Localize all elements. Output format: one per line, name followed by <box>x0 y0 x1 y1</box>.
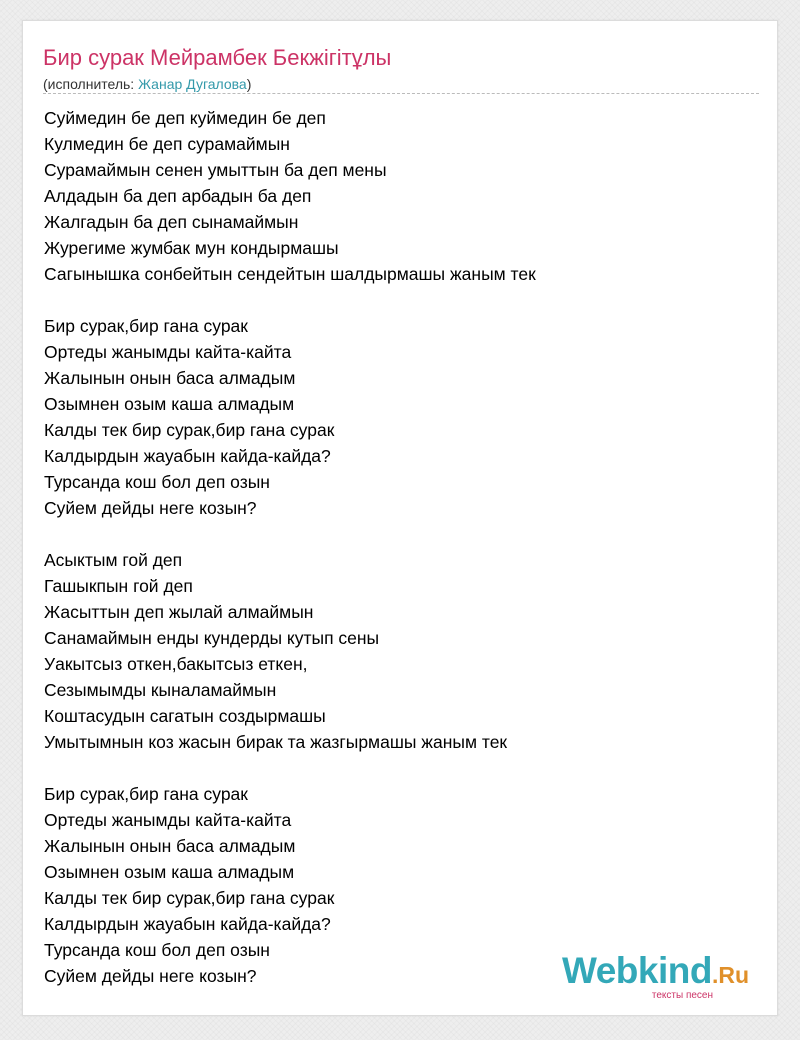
lyric-line: Умытымнын коз жасын бирак та жазгырмашы жаным тек <box>44 732 508 752</box>
lyric-line: Суйем дейды неге козын? <box>44 966 257 986</box>
lyric-line: Озымнен озым каша алмадым <box>44 862 295 882</box>
lyric-line: Сагынышка сонбейтын сендейтын шалдырмашы жаным тек <box>44 264 536 284</box>
logo-wordmark <box>562 952 749 994</box>
lyric-line: Жалынын онын баса алмадым <box>44 368 296 388</box>
lyric-line: Суймедин бе деп куймедин бе деп <box>44 108 326 128</box>
byline-prefix: (исполнитель: <box>43 76 139 92</box>
lyric-line: Гашыкпын гой деп <box>44 576 193 596</box>
lyric-line: Калдырдын жауабын кайда-кайда? <box>44 446 331 466</box>
lyric-line: Сезымымды кыналамаймын <box>44 680 277 700</box>
lyrics-stanza <box>44 105 760 287</box>
lyrics-card <box>22 20 778 1016</box>
lyric-line: Ортеды жанымды кайта-кайта <box>44 342 292 362</box>
lyric-line: Бир сурак,бир гана сурак <box>44 316 248 336</box>
lyric-line: Сурамаймын сенен умыттын ба деп мены <box>44 160 387 180</box>
lyric-line: Турсанда кош бол деп озын <box>44 472 270 492</box>
lyric-line: Турсанда кош бол деп озын <box>44 940 270 960</box>
lyric-line: Коштасудын сагатын создырмашы <box>44 706 326 726</box>
logo-name: Webkind <box>561 950 712 991</box>
lyrics-stanza <box>44 313 760 521</box>
artist-byline <box>43 75 251 93</box>
webkind-logo[interactable] <box>562 952 749 1001</box>
lyric-line: Жалгадын ба деп сынамаймын <box>44 212 299 232</box>
lyric-line: Жасыттын деп жылай алмаймын <box>44 602 314 622</box>
lyric-line: Журегиме жумбак мун кондырмашы <box>44 238 339 258</box>
lyric-line: Озымнен озым каша алмадым <box>44 394 295 414</box>
lyric-line: Калды тек бир сурак,бир гана сурак <box>44 888 335 908</box>
lyric-line: Уакытсыз откен,бакытсыз еткен, <box>44 654 308 674</box>
lyric-line: Суйем дейды неге козын? <box>44 498 257 518</box>
lyric-line: Калды тек бир сурак,бир гана сурак <box>44 420 335 440</box>
lyric-line: Бир сурак,бир гана сурак <box>44 784 248 804</box>
lyric-line: Санамаймын енды кундерды кутып сены <box>44 628 380 648</box>
song-title: Бир сурак Мейрамбек Бекжігітұлы <box>43 45 392 70</box>
lyric-line: Жалынын онын баса алмадым <box>44 836 296 856</box>
lyric-line: Алдадын ба деп арбадын ба деп <box>44 186 312 206</box>
lyric-line: Кулмедин бе деп сурамаймын <box>44 134 290 154</box>
lyric-line: Калдырдын жауабын кайда-кайда? <box>44 914 331 934</box>
lyrics-stanza <box>44 547 760 755</box>
byline-suffix: ) <box>246 76 252 92</box>
title-divider <box>43 93 759 94</box>
logo-tagline: тексты песен <box>651 990 713 1001</box>
logo-tld: .Ru <box>711 962 749 988</box>
lyric-line: Ортеды жанымды кайта-кайта <box>44 810 292 830</box>
lyrics-text <box>44 105 760 1015</box>
artist-link[interactable]: Жанар Дугалова <box>138 76 247 92</box>
lyric-line: Асыктым гой деп <box>44 550 183 570</box>
